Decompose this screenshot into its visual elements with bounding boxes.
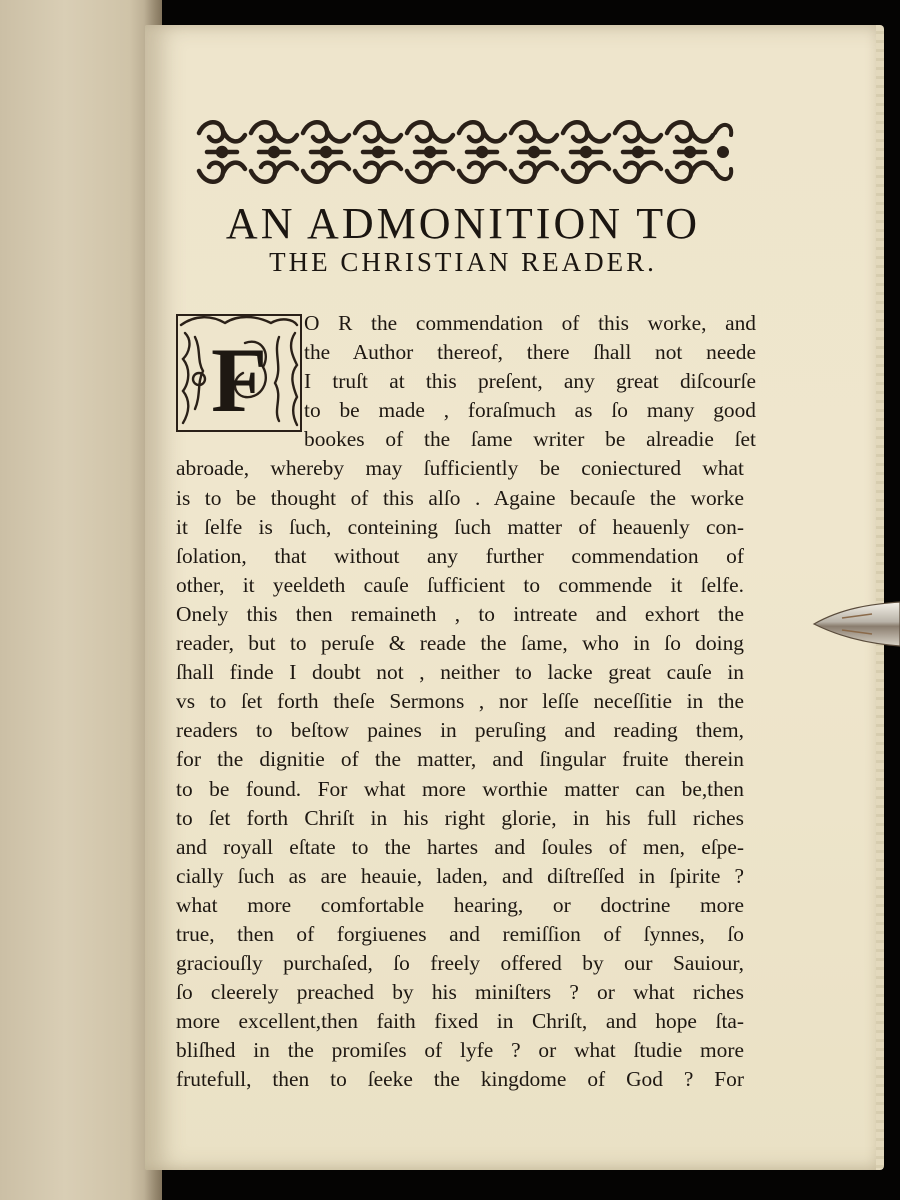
text-line: I truſt at this preſent, any great diſcourſe (304, 369, 756, 394)
text-line: ſhall finde I doubt not , neither to lacke great cauſe in (176, 660, 744, 685)
text-line: to ſet forth Chriſt in his right glorie, in his full riches (176, 805, 744, 830)
text-line: abroade, whereby may ſufficiently be coniectured what (176, 456, 744, 481)
page-edge (876, 25, 884, 1170)
body-text (176, 309, 756, 1095)
text-line: it ſelfe is ſuch, conteining ſuch matter of heauenly con- (176, 514, 744, 539)
text-line: to be made , foraſmuch as ſo many good (304, 398, 756, 423)
drop-cap-letter: F (211, 329, 268, 431)
page-title: AN ADMONITION TO (225, 199, 701, 248)
text-line: O R the commendation of this worke, and (304, 311, 756, 335)
text-line: ſolation, that without any further commendation of (176, 543, 744, 568)
text-line: readers to beſtow paines in peruſing and reading them, (176, 718, 744, 743)
text-line: frutefull, then to ſeeke the kingdome of God ? For (176, 1067, 744, 1092)
text-line: to be found. For what more worthie matter can be,then (176, 776, 744, 801)
bookmark-blade-icon (812, 600, 900, 648)
text-line: true, then of forgiuenes and remiſſion of ſynnes, ſo (176, 921, 744, 946)
text-line: bliſhed in the promiſes of lyfe ? or what ſtudie more (176, 1038, 744, 1063)
facing-page (0, 0, 162, 1200)
page-subtitle: THE CHRISTIAN READER. (269, 247, 657, 277)
text-line: is to be thought of this alſo . Againe becauſe the worke (176, 485, 744, 510)
text-line: what more comfortable hearing, or doctrine more (176, 892, 744, 917)
text-line: reader, but to peruſe & reade the ſame, who in ſo doing (176, 631, 744, 656)
text-line: more excellent,then faith fixed in Chriſt, and hope ſta- (176, 1009, 744, 1034)
text-line: bookes of the ſame writer be alreadie ſet (304, 427, 756, 452)
text-line: the Author thereof, there ſhall not neede (304, 340, 756, 365)
fleuron-border-ornament (195, 115, 735, 190)
text-line: Onely this then remaineth , to intreate and exhort the (176, 601, 744, 626)
text-line: and royall eſtate to the hartes and ſoules of men, eſpe- (176, 834, 744, 859)
text-line: graciouſly purchaſed, ſo freely offered by our Sauiour, (176, 951, 744, 976)
text-line: cially ſuch as are heauie, laden, and diſtreſſed in ſpirite ? (176, 863, 744, 888)
text-line: vs to ſet forth theſe Sermons , nor leſſe neceſſitie in the (176, 689, 744, 714)
text-line: for the dignitie of the matter, and ſingular fruite therein (176, 747, 744, 772)
text-line: other, it yeeldeth cauſe ſufficient to commende it ſelfe. (176, 572, 744, 597)
text-line: ſo cleerely preached by his miniſters ? or what riches (176, 980, 744, 1005)
